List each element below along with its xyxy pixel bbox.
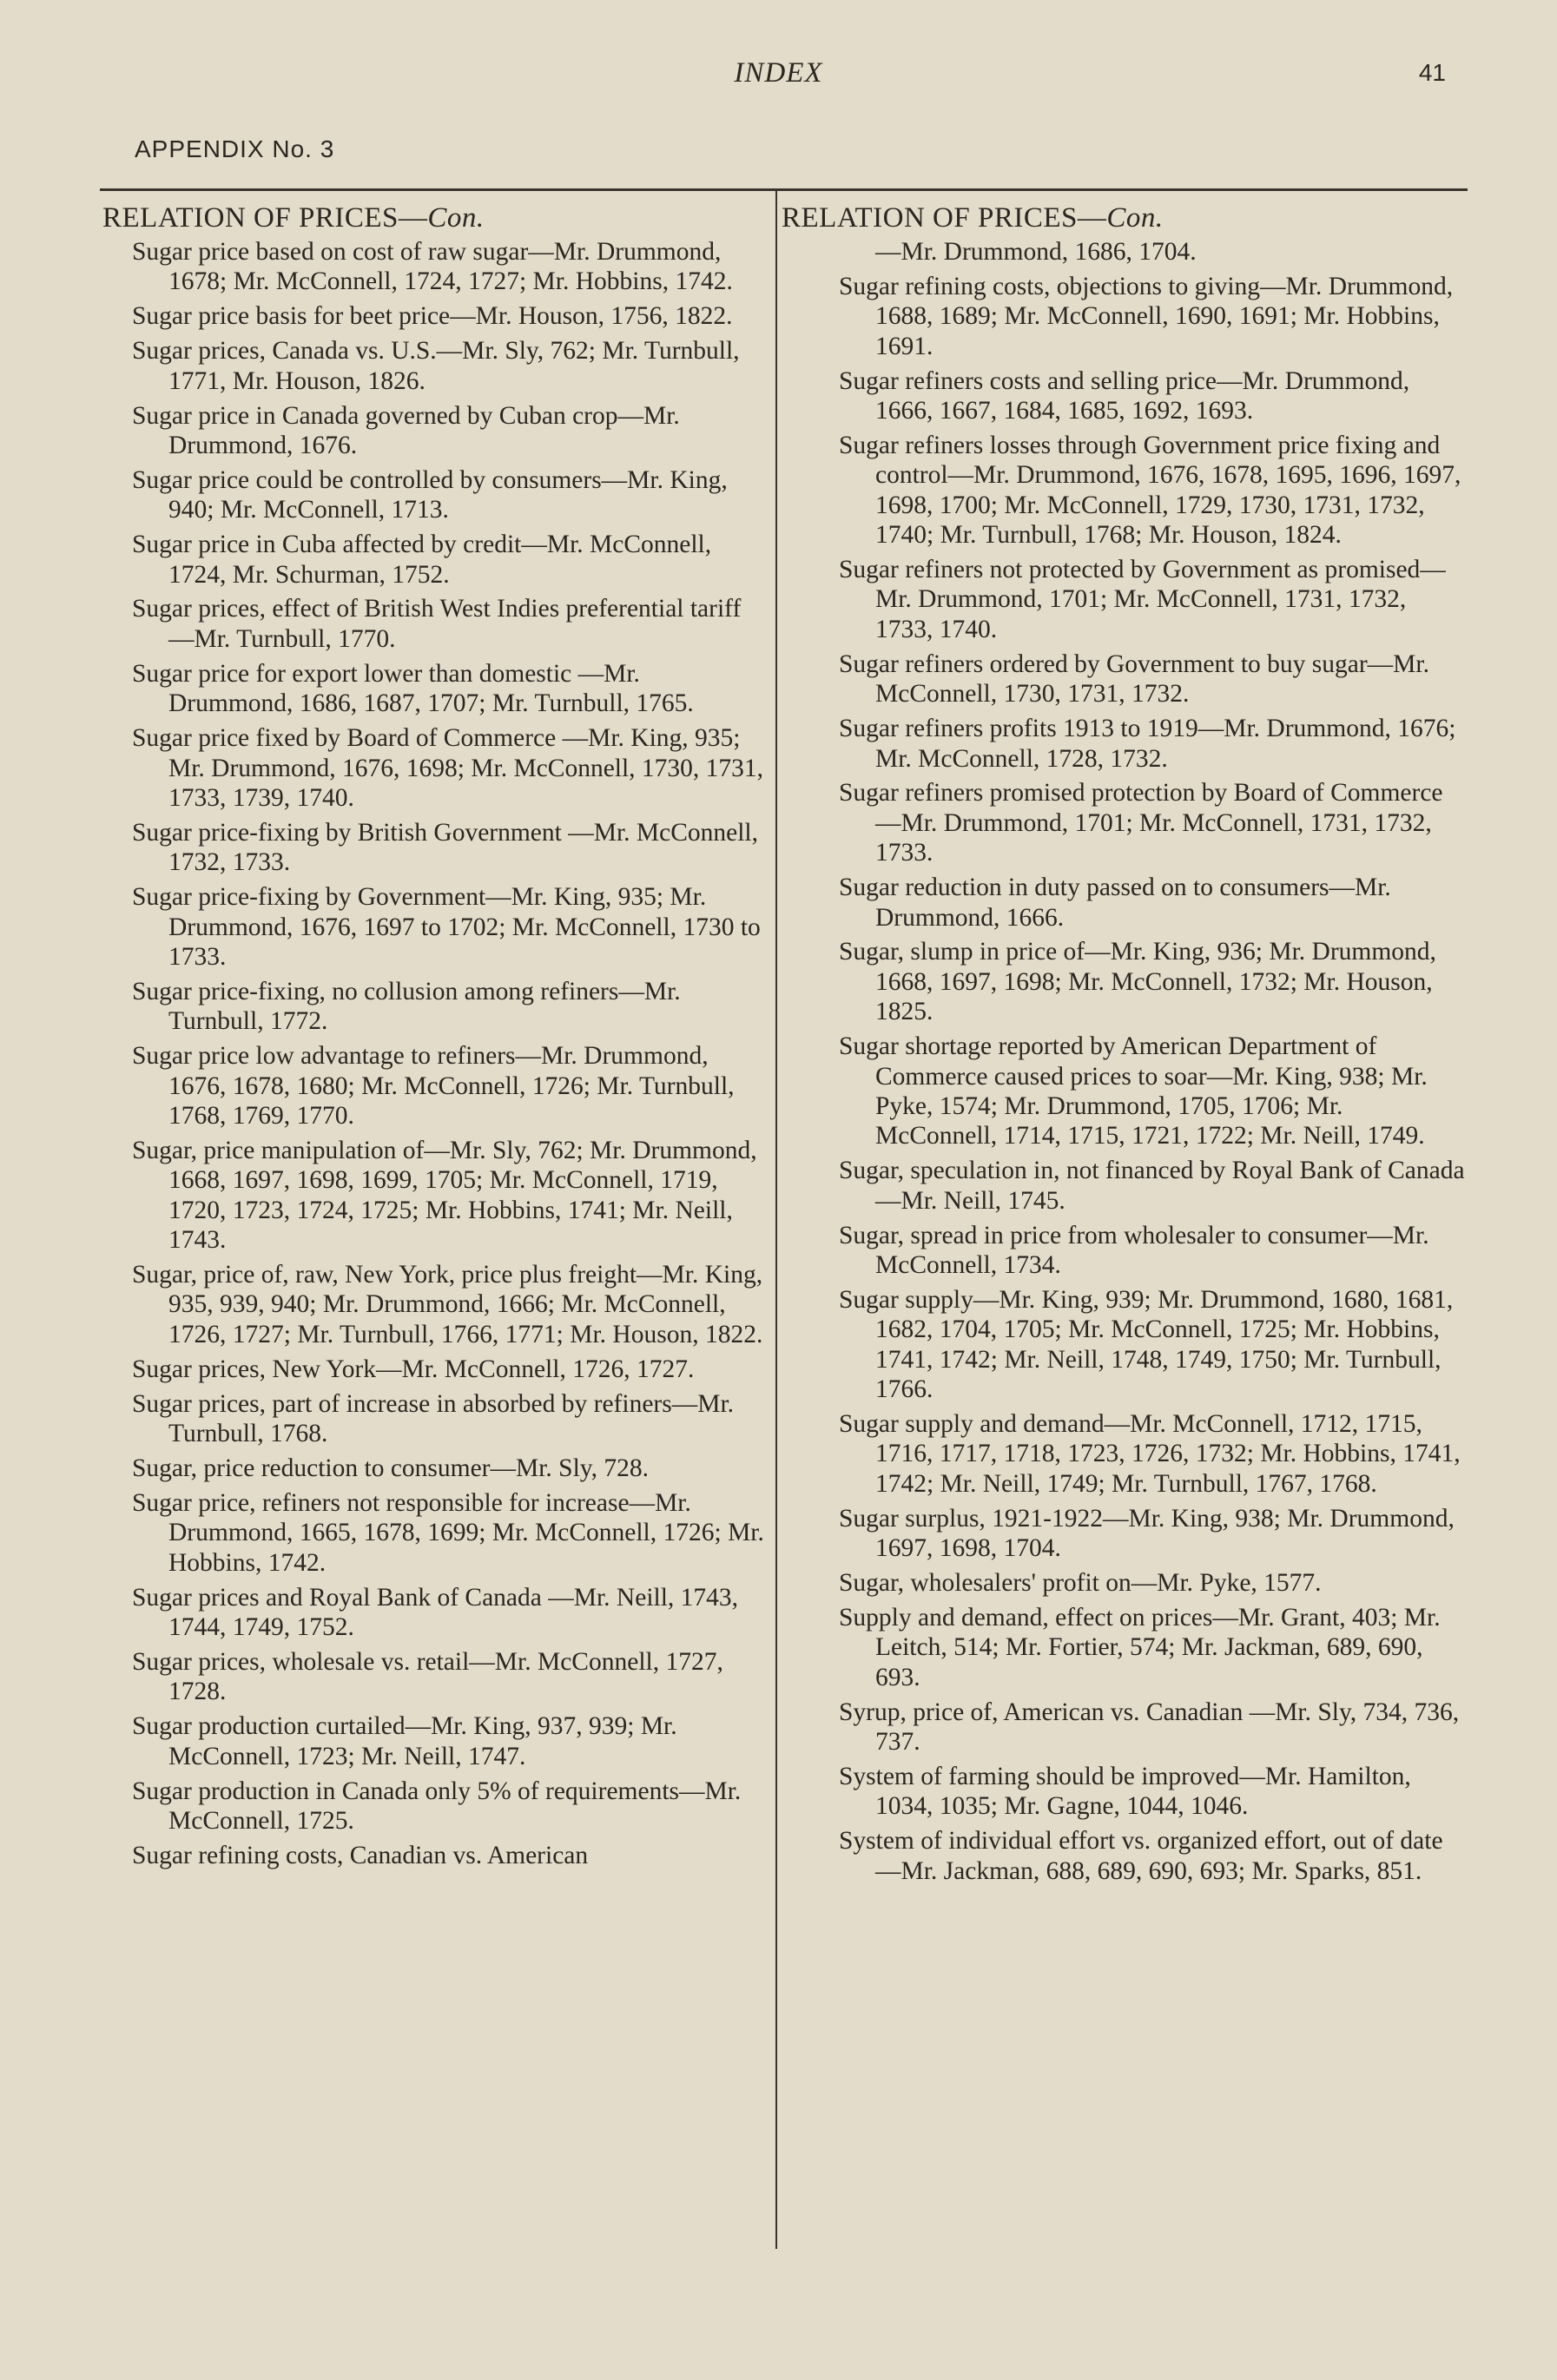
index-entry: Sugar prices, wholesale vs. retail—Mr. McConnell, 1727, 1728. [132,1647,723,1706]
index-entry-continuation: —Mr. Drummond, 1686, 1704. [875,238,1197,266]
index-entry: Sugar price-fixing, no collusion among refiners—Mr. Turnbull, 1772. [132,977,681,1036]
index-entry: Sugar price, refiners not responsible for increase—Mr. Drummond, 1665, 1678, 1699; Mr. McConnell, 1726; Mr. Hobbins, 1742. [132,1488,764,1577]
index-entry: Sugar refining costs, Canadian vs. American [132,1841,589,1869]
index-entry: Supply and demand, effect on prices—Mr. Grant, 403; Mr. Leitch, 514; Mr. Fortier, 574; Mr. Jackman, 689, 690, 693. [839,1603,1441,1691]
right-column [782,201,1468,1891]
index-entry: Sugar prices, effect of British West Indies preferential tariff—Mr. Turnbull, 1770. [132,595,742,653]
index-entry: Sugar price for export lower than domestic —Mr. Drummond, 1686, 1687, 1707; Mr. Turnbull, 1765. [132,659,694,718]
heading-continued: Con. [427,202,485,234]
index-entry: System of farming should be improved—Mr. Hamilton, 1034, 1035; Mr. Gagne, 1044, 1046. [839,1763,1411,1821]
index-entry: System of individual effort vs. organized effort, out of date—Mr. Jackman, 688, 689, 690, 693; Mr. Sparks, 851. [839,1827,1443,1885]
index-entry: Sugar price low advantage to refiners—Mr. Drummond, 1676, 1678, 1680; Mr. McConnell, 1726; Mr. Turnbull, 1768, 1769, 1770. [132,1042,735,1130]
header-rule [100,188,1468,191]
index-entry: Sugar refiners not protected by Government as promised—Mr. Drummond, 1701; Mr. McConnell, 1731, 1732, 1733, 1740. [839,556,1446,643]
index-entry: Sugar surplus, 1921-1922—Mr. King, 938; Mr. Drummond, 1697, 1698, 1704. [839,1504,1455,1563]
index-entries [102,237,764,1870]
running-title: INDEX [734,57,823,89]
index-entries [782,237,1468,1886]
heading-text: RELATION OF PRICES— [102,202,428,234]
index-entry: Sugar refiners costs and selling price—Mr. Drummond, 1666, 1667, 1684, 1685, 1692, 1693. [839,366,1410,425]
index-entry: Sugar, slump in price of—Mr. King, 936; Mr. Drummond, 1668, 1697, 1698; Mr. McConnell, 1732; Mr. Houson, 1825. [839,938,1436,1026]
index-entry: Sugar refiners ordered by Government to buy sugar—Mr. McConnell, 1730, 1731, 1732. [839,649,1429,709]
index-entry: Sugar, price reduction to consumer—Mr. Sly, 728. [132,1454,649,1482]
index-entry: Sugar supply and demand—Mr. McConnell, 1712, 1715, 1716, 1717, 1718, 1723, 1726, 1732; Mr. Hobbins, 1741, 1742; Mr. Neill, 1749; Mr. Turnbull, 1767, 1768. [839,1410,1461,1498]
index-entry: Sugar price in Cuba affected by credit—Mr. McConnell, 1724, Mr. Schurman, 1752. [132,531,712,589]
index-entry: Sugar prices, New York—Mr. McConnell, 1726, 1727. [132,1355,695,1383]
index-entry: Sugar reduction in duty passed on to consumers—Mr. Drummond, 1666. [839,874,1391,932]
appendix-label: APPENDIX No. 3 [135,135,335,162]
heading-text: RELATION OF PRICES— [782,202,1107,234]
index-entry: Sugar refining costs, objections to giving—Mr. Drummond, 1688, 1689; Mr. McConnell, 1690, 1691; Mr. Hobbins, 1691. [839,272,1454,360]
column-divider [775,191,777,2249]
section-heading [102,201,764,234]
index-entry: Sugar, speculation in, not financed by Royal Bank of Canada—Mr. Neill, 1745. [839,1157,1465,1215]
index-entry: Sugar production in Canada only 5% of requirements—Mr. McConnell, 1725. [132,1777,742,1835]
index-entry: Sugar price basis for beet price—Mr. Houson, 1756, 1822. [132,302,733,331]
index-entry: Sugar refiners profits 1913 to 1919—Mr. Drummond, 1676; Mr. McConnell, 1728, 1732. [839,715,1456,773]
index-entry: Sugar price based on cost of raw sugar—Mr. Drummond, 1678; Mr. McConnell, 1724, 1727; Mr. Hobbins, 1742. [132,238,733,296]
index-entry: Sugar price-fixing by British Government —Mr. McConnell, 1732, 1733. [132,818,759,877]
index-entry: Sugar, spread in price from wholesaler to consumer—Mr. McConnell, 1734. [839,1221,1429,1279]
index-entry: Sugar price could be controlled by consumers—Mr. King, 940; Mr. McConnell, 1713. [132,465,728,524]
index-entry: Sugar, price of, raw, New York, price plus freight—Mr. King, 935, 939, 940; Mr. Drummond, 1666; Mr. McConnell, 1726, 1727; Mr. Turnbull, 1766, 1771; Mr. Houson, 1822. [132,1261,763,1348]
left-column [102,201,764,1876]
index-entry: Sugar shortage reported by American Department of Commerce caused prices to soar—Mr. King, 938; Mr. Pyke, 1574; Mr. Drummond, 1705, 1706; Mr. McConnell, 1714, 1715, 1721, 1722; Mr. Neill, 1749. [839,1032,1428,1150]
index-entry: Syrup, price of, American vs. Canadian —Mr. Sly, 734, 736, 737. [839,1698,1460,1757]
index-entry: Sugar prices, part of increase in absorbed by refiners—Mr. Turnbull, 1768. [132,1389,735,1448]
page-number: 41 [1418,59,1446,86]
heading-continued: Con. [1106,202,1164,234]
index-entry: Sugar refiners promised protection by Board of Commerce—Mr. Drummond, 1701; Mr. McConnell, 1731, 1732, 1733. [839,779,1443,867]
index-entry: Sugar price in Canada governed by Cuban crop—Mr. Drummond, 1676. [132,401,680,459]
index-entry: Sugar prices and Royal Bank of Canada —Mr. Neill, 1743, 1744, 1749, 1752. [132,1583,739,1641]
index-entry: Sugar refiners losses through Government price fixing and control—Mr. Drummond, 1676, 1678, 1695, 1696, 1697, 1698, 1700; Mr. McConnell, 1729, 1730, 1731, 1732, 1740; Mr. Turnbull, 1768; Mr. Houson, 1824. [839,431,1461,550]
index-entry: Sugar price fixed by Board of Commerce —Mr. King, 935; Mr. Drummond, 1676, 1698; Mr. McConnell, 1730, 1731, 1733, 1739, 1740. [132,724,764,812]
index-entry: Sugar production curtailed—Mr. King, 937, 939; Mr. McConnell, 1723; Mr. Neill, 1747. [132,1712,677,1770]
index-entry: Sugar, price manipulation of—Mr. Sly, 762; Mr. Drummond, 1668, 1697, 1698, 1699, 1705; Mr. McConnell, 1719, 1720, 1723, 1724, 1725; Mr. Hobbins, 1741; Mr. Neill, 1743. [132,1136,757,1255]
section-heading [782,201,1468,234]
index-entry: Sugar price-fixing by Government—Mr. King, 935; Mr. Drummond, 1676, 1697 to 1702; Mr. McConnell, 1730 to 1733. [132,883,761,971]
index-entry: Sugar prices, Canada vs. U.S.—Mr. Sly, 762; Mr. Turnbull, 1771, Mr. Houson, 1826. [132,337,740,395]
index-entry: Sugar, wholesalers' profit on—Mr. Pyke, 1577. [839,1569,1322,1598]
index-entry: Sugar supply—Mr. King, 939; Mr. Drummond, 1680, 1681, 1682, 1704, 1705; Mr. McConnell, 1725; Mr. Hobbins, 1741, 1742; Mr. Neill, 1748, 1749, 1750; Mr. Turnbull, 1766. [839,1285,1454,1404]
